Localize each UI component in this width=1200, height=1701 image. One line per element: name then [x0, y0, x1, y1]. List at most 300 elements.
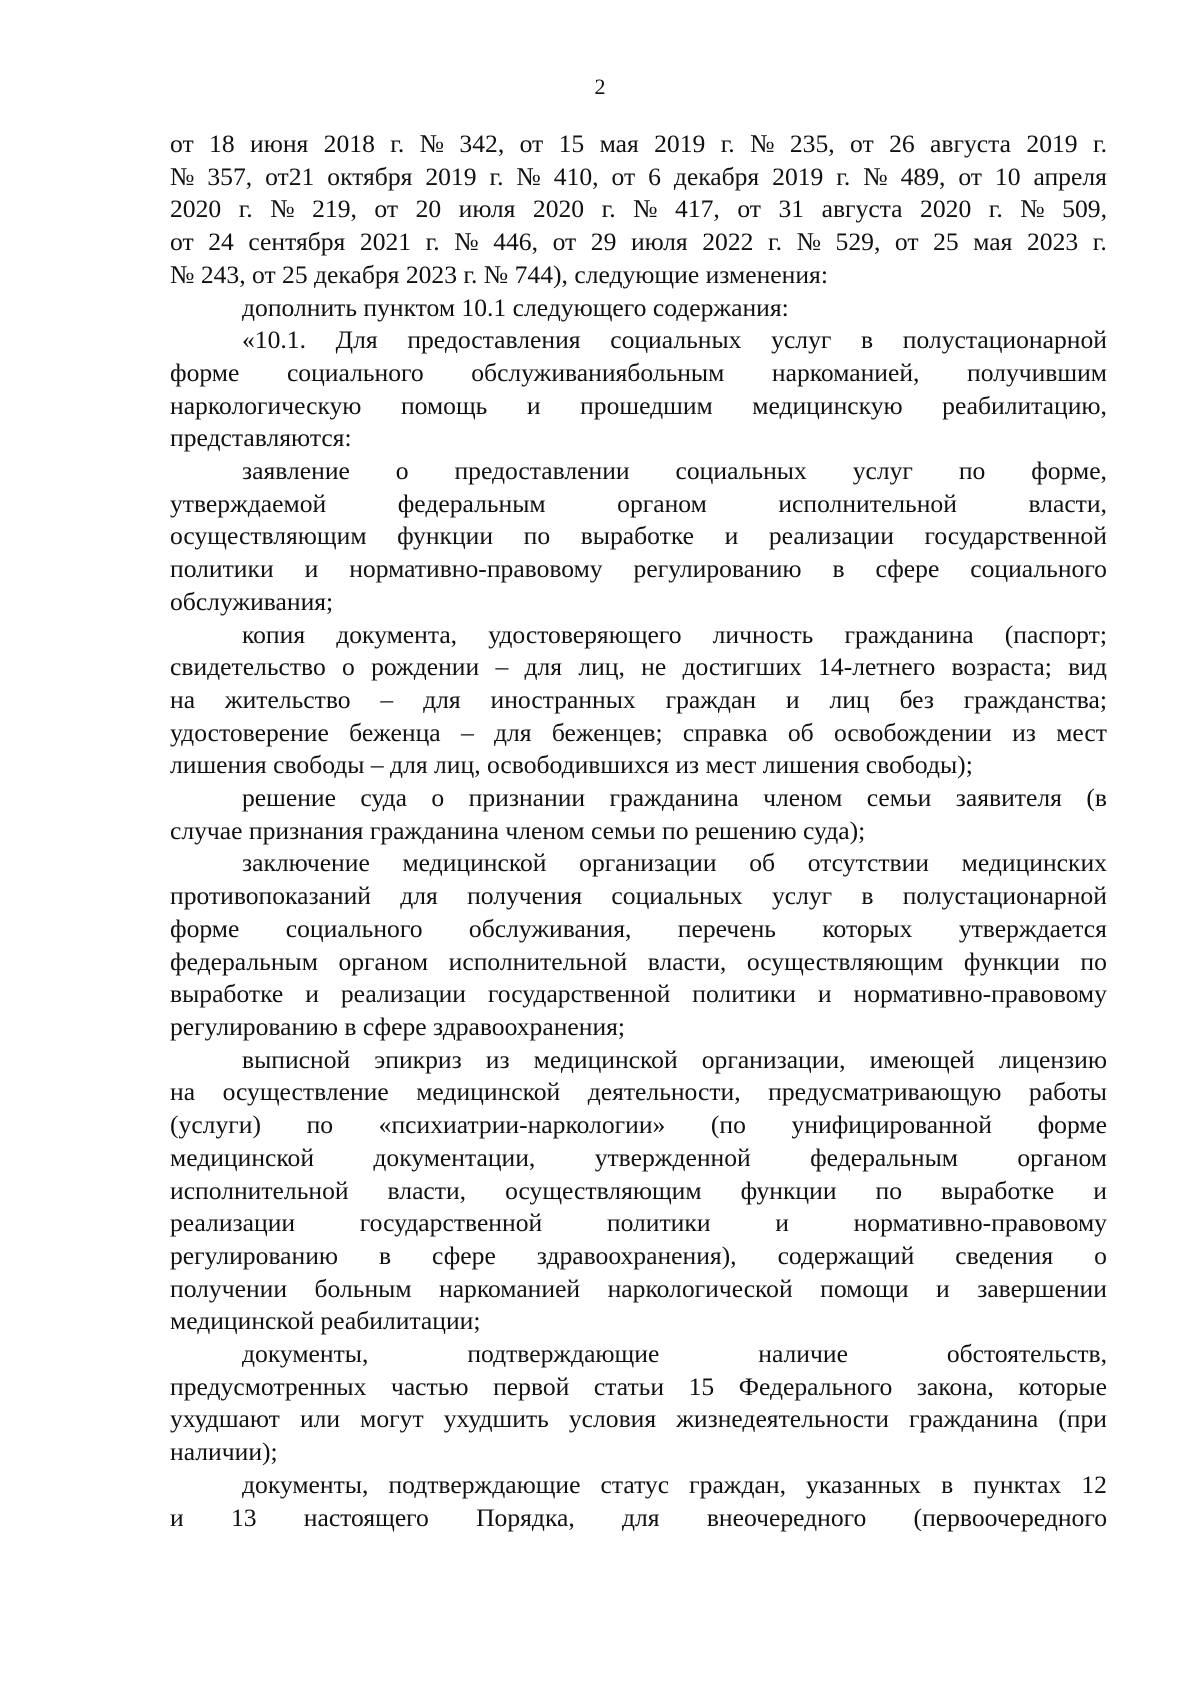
text-line — [170, 684, 1107, 717]
word: власти, — [387, 1175, 467, 1205]
word: ухудшают — [170, 1404, 280, 1434]
word: предусмотренных — [170, 1371, 367, 1401]
word: статьи — [593, 1371, 665, 1401]
word: 20 — [415, 194, 442, 224]
text-line — [170, 226, 1107, 259]
word: и — [170, 1502, 184, 1532]
text-line — [170, 1175, 1107, 1208]
word: лиц — [829, 684, 870, 714]
word: возраста; — [951, 652, 1052, 682]
text-line — [170, 913, 1107, 946]
word: документы, — [242, 1339, 369, 1369]
word: федеральным — [810, 1142, 958, 1172]
word: (при — [1058, 1404, 1107, 1434]
word: работы — [1028, 1077, 1107, 1107]
word: эпикриз — [374, 1044, 462, 1074]
word: документации, — [373, 1142, 536, 1172]
word: гражданства; — [963, 684, 1107, 714]
word: которых — [822, 913, 913, 943]
word: (первоочередного — [913, 1502, 1107, 1532]
word: услуг — [771, 881, 833, 911]
word: № — [170, 161, 195, 191]
word: об — [749, 848, 776, 878]
word: мая — [599, 129, 639, 158]
word: противопоказаний — [170, 881, 372, 911]
word: реализации — [170, 1208, 296, 1238]
word: государственной — [487, 979, 671, 1009]
word: заявление — [242, 456, 350, 486]
word: в — [861, 325, 874, 355]
word: семьи — [866, 783, 932, 813]
word: № — [516, 161, 541, 191]
word: форме, — [1031, 456, 1107, 486]
word: осуществляющим — [505, 1175, 702, 1205]
text-line — [170, 193, 1107, 226]
text-line: случае признания гражданина членом семьи по решению суда); — [170, 815, 866, 845]
text-line — [170, 946, 1107, 979]
word: лиц, — [578, 652, 625, 682]
word: медицинской — [416, 1077, 561, 1107]
word: помощи — [820, 1273, 909, 1303]
word: личность — [712, 619, 814, 649]
word: (в — [1086, 783, 1107, 813]
word: получившим — [967, 357, 1107, 387]
word: 529, — [835, 227, 881, 257]
word: из — [485, 1044, 510, 1074]
word: функции — [397, 521, 494, 551]
word: мая — [973, 227, 1013, 257]
word: в — [861, 881, 874, 911]
word: 2023 — [1027, 227, 1079, 257]
word: 2019 — [772, 161, 824, 191]
word: органом — [617, 488, 707, 518]
word: иностранных — [490, 684, 636, 714]
word: настоящего — [303, 1502, 429, 1532]
word: августа — [930, 129, 1012, 158]
word: достигших — [682, 652, 802, 682]
word: от — [552, 227, 577, 257]
word: услуг — [852, 456, 913, 486]
word: 24 — [208, 227, 234, 257]
word: № — [863, 161, 888, 191]
word: гражданина — [844, 619, 974, 649]
word: беженцев; — [551, 717, 663, 747]
word: выработке — [941, 1175, 1055, 1205]
word: 489, — [900, 161, 946, 191]
word: прошедшим — [580, 390, 713, 420]
word: регулированию — [633, 554, 802, 584]
word: для — [423, 684, 461, 714]
word: от — [170, 129, 194, 158]
word: содержащий — [777, 1240, 915, 1270]
word: июля — [630, 227, 688, 257]
word: граждан — [665, 684, 757, 714]
text-line: наличии); — [170, 1437, 278, 1467]
word: для — [622, 1502, 660, 1532]
text-line — [170, 1142, 1107, 1175]
text-line — [170, 1502, 1107, 1535]
word: здравоохранения), — [536, 1240, 737, 1270]
word: социальных — [610, 325, 742, 355]
word: обслуживаниябольным — [471, 357, 725, 387]
word: наркоманией — [439, 1273, 581, 1303]
word: утверждается — [958, 913, 1107, 943]
word: об — [787, 717, 814, 747]
word: 2020 — [920, 194, 972, 224]
word: Для — [335, 325, 378, 355]
word: Порядка, — [476, 1502, 575, 1532]
word: и — [305, 979, 319, 1009]
word: власти, — [1028, 488, 1107, 518]
word: получения — [467, 881, 583, 911]
word: федеральным — [397, 488, 546, 518]
word: и — [775, 1208, 789, 1238]
word: № — [454, 227, 479, 257]
word: закона, — [916, 1371, 994, 1401]
text-line — [170, 520, 1107, 553]
word: в — [832, 554, 845, 584]
word: документы, — [242, 1469, 369, 1499]
word: или — [299, 1404, 341, 1434]
word: и — [785, 684, 800, 714]
text-line — [170, 1403, 1107, 1436]
text-line — [170, 161, 1107, 194]
word: выписной — [242, 1044, 351, 1074]
word: 235, — [789, 129, 835, 158]
word: реализации — [340, 979, 466, 1009]
word: могут — [360, 1404, 424, 1434]
word: имеющей — [869, 1044, 975, 1074]
word: полустационарной — [902, 325, 1107, 355]
word: нормативно-правовому — [349, 554, 603, 584]
word: от21 — [265, 161, 315, 191]
text-line — [170, 782, 1107, 815]
word: подтверждающие — [467, 1339, 660, 1369]
text-line — [170, 128, 1107, 161]
text-line: лишения свободы – для лиц, освободившихся из мест лишения свободы); — [170, 750, 973, 780]
word: для — [400, 881, 438, 911]
word: 29 — [590, 227, 617, 257]
word: политики — [606, 1208, 711, 1238]
word: г. — [720, 129, 735, 158]
word: о — [431, 783, 445, 813]
word: сентября — [248, 227, 346, 257]
word: функции — [740, 1175, 837, 1205]
word: условия — [568, 1404, 657, 1434]
word: медицинской — [402, 848, 547, 878]
word: пунктах — [973, 1469, 1062, 1499]
word: 6 — [648, 161, 661, 191]
word: августа — [821, 194, 903, 224]
word: по — [306, 1110, 334, 1140]
word: 342, — [459, 129, 505, 158]
word: исполнительной — [778, 488, 957, 518]
word: от — [519, 129, 544, 158]
word: федеральным — [170, 946, 318, 976]
word: государственной — [359, 1208, 543, 1238]
word: о — [1094, 1240, 1107, 1270]
word: реабилитацию, — [942, 390, 1107, 420]
word: рождении — [371, 652, 480, 682]
word: власти, — [647, 946, 727, 976]
word: апреля — [1033, 161, 1107, 191]
word: которые — [1018, 1371, 1107, 1401]
word: (по — [710, 1110, 746, 1140]
word: форме — [170, 913, 240, 943]
word: от — [170, 227, 194, 257]
word: 2018 — [323, 129, 375, 158]
text-line — [170, 390, 1107, 423]
word: регулированию — [170, 1240, 339, 1270]
word: и — [724, 521, 739, 551]
text-line — [170, 1109, 1107, 1142]
word: ухудшить — [443, 1404, 549, 1434]
word: 446, — [493, 227, 538, 257]
word: органом — [338, 946, 429, 976]
word: перечень — [677, 913, 776, 943]
word: форме — [1037, 1110, 1107, 1140]
word: исполнительной — [448, 946, 628, 976]
text-line: № 243, от 25 декабря 2023 г. № 744), следующие изменения: — [170, 259, 828, 289]
word: – — [495, 652, 509, 682]
word: наркологическую — [170, 390, 362, 420]
word: услуг — [771, 325, 832, 355]
word: № — [1020, 194, 1045, 224]
word: гражданина — [609, 783, 739, 813]
word: № — [419, 129, 445, 158]
word: 2020 — [170, 194, 222, 224]
word: (услуги) — [170, 1110, 261, 1140]
word: от — [737, 194, 761, 224]
word: обслуживания, — [468, 913, 632, 943]
word: и — [526, 390, 541, 420]
text-line — [170, 1076, 1107, 1109]
text-line — [170, 1469, 1107, 1502]
word: г. — [836, 161, 851, 191]
word: организации, — [701, 1044, 846, 1074]
word: внеочередного — [706, 1502, 867, 1532]
word: на — [170, 1077, 196, 1107]
text-line — [170, 553, 1107, 586]
word: о — [395, 456, 409, 486]
word: лицензию — [998, 1044, 1107, 1074]
word: 2019 — [654, 129, 706, 158]
word: предоставлении — [454, 456, 630, 486]
word: – — [380, 684, 394, 714]
word: наркоманией, — [771, 357, 920, 387]
word: июня — [250, 129, 309, 158]
text-line — [170, 651, 1107, 684]
word: наркологической — [607, 1273, 793, 1303]
word: 417, — [675, 194, 720, 224]
word: жизнедеятельности — [676, 1404, 889, 1434]
word: полустационарной — [902, 881, 1107, 911]
word: реализации — [768, 521, 894, 551]
word: сфере — [875, 554, 940, 584]
word: функции — [963, 946, 1060, 976]
word: июля — [458, 194, 516, 224]
word: октября — [327, 161, 413, 191]
word: 219, — [312, 194, 357, 224]
word: утверждаемой — [170, 488, 327, 518]
word: мест — [1056, 717, 1107, 747]
word: частью — [390, 1371, 469, 1401]
word: г. — [238, 194, 253, 224]
word: 26 — [889, 129, 915, 158]
word: – — [460, 717, 474, 747]
word: граждан, — [689, 1469, 786, 1499]
word: утвержденной — [594, 1142, 751, 1172]
word: 357, — [207, 161, 253, 191]
word: для — [494, 717, 532, 747]
word: 15 — [688, 1371, 715, 1401]
word: вид — [1068, 652, 1107, 682]
word: медицинской — [533, 1044, 678, 1074]
word: и — [1093, 1175, 1107, 1205]
word: органом — [1017, 1142, 1107, 1172]
word: указанных — [806, 1469, 922, 1499]
word: осуществляющим — [170, 521, 367, 551]
word: 410, — [553, 161, 599, 191]
text-line — [170, 1338, 1107, 1371]
word: № — [270, 194, 295, 224]
word: гражданина — [909, 1404, 1039, 1434]
word: по — [875, 1175, 903, 1205]
word: осуществляющим — [746, 946, 944, 976]
word: освобождении — [833, 717, 992, 747]
text-line: регулированию в сфере здравоохранения; — [170, 1011, 626, 1041]
word: предоставления — [407, 325, 581, 355]
text-line — [170, 455, 1107, 488]
word: копия — [242, 619, 306, 649]
word: 2022 — [702, 227, 754, 257]
word: помощь — [400, 390, 488, 420]
word: государственной — [924, 521, 1107, 551]
word: первой — [493, 1371, 570, 1401]
word: деятельности, — [587, 1077, 741, 1107]
word: и — [936, 1273, 950, 1303]
word: 14-летнего — [818, 652, 936, 682]
word: 18 — [209, 129, 235, 158]
word: медицинскую — [752, 390, 903, 420]
word: 2021 — [359, 227, 412, 257]
word: получении — [170, 1273, 288, 1303]
word: № — [796, 227, 821, 257]
word: 25 — [933, 227, 959, 257]
word: Федерального — [738, 1371, 893, 1401]
word: от — [374, 194, 399, 224]
word: от — [611, 161, 636, 191]
word: социальных — [675, 456, 807, 486]
word: № — [633, 194, 658, 224]
document-body — [170, 128, 1107, 1534]
word: жительство — [224, 684, 351, 714]
word: медицинских — [961, 848, 1107, 878]
word: статус — [600, 1469, 670, 1499]
word: беженца — [349, 717, 441, 747]
word: г. — [390, 129, 405, 158]
word: декабря — [673, 161, 760, 191]
word: «психиатрии-наркологии» — [378, 1110, 666, 1140]
word: заключение — [242, 848, 370, 878]
word: 13 — [230, 1502, 257, 1532]
word: осуществление — [222, 1077, 389, 1107]
text-line — [170, 1044, 1107, 1077]
text-line — [170, 880, 1107, 913]
word: 2019 — [425, 161, 477, 191]
word: членом — [763, 783, 843, 813]
text-line — [170, 357, 1107, 390]
word: (паспорт; — [1004, 619, 1107, 649]
word: документа, — [336, 619, 458, 649]
word: отсутствии — [807, 848, 929, 878]
word: от — [894, 227, 919, 257]
word: г. — [425, 227, 440, 257]
word: в — [941, 1469, 954, 1499]
word: суда — [360, 783, 407, 813]
word: 509, — [1062, 194, 1107, 224]
text-line: дополнить пунктом 10.1 следующего содержания: — [242, 292, 789, 322]
word: и — [817, 979, 832, 1009]
word: решение — [242, 783, 336, 813]
word: 2020 — [532, 194, 585, 224]
word: наличие — [758, 1339, 848, 1369]
word: организации — [579, 848, 717, 878]
text-line — [170, 1273, 1107, 1306]
word: выработке — [580, 521, 694, 551]
word: 15 — [558, 129, 585, 158]
word: без — [899, 684, 934, 714]
page-number: 2 — [594, 74, 606, 99]
word: г. — [767, 227, 782, 257]
word: социального — [285, 913, 423, 943]
word: г. — [489, 161, 504, 191]
word: 10 — [994, 161, 1021, 191]
text-line: представляются: — [170, 423, 352, 453]
word: нормативно-правовому — [853, 979, 1107, 1009]
word: медицинской — [170, 1142, 315, 1172]
word: от — [958, 161, 982, 191]
word: г. — [601, 194, 616, 224]
text-line — [170, 1240, 1107, 1273]
word: по — [958, 456, 986, 486]
word: из — [1012, 717, 1036, 747]
text-line — [170, 1371, 1107, 1404]
word: выработке — [170, 979, 284, 1009]
word: г. — [988, 194, 1003, 224]
text-line: обслуживания; — [170, 586, 334, 616]
word: не — [641, 652, 667, 682]
text-line: медицинской реабилитации; — [170, 1306, 481, 1336]
word: «10.1. — [242, 325, 306, 355]
word: нормативно-правовому — [853, 1208, 1107, 1238]
word: обстоятельств, — [946, 1339, 1107, 1369]
word: в — [378, 1240, 392, 1270]
text-line — [170, 978, 1107, 1011]
word: № — [750, 129, 775, 158]
word: социального — [970, 554, 1107, 584]
word: подтверждающие — [388, 1469, 581, 1499]
word: завершении — [977, 1273, 1107, 1303]
word: свидетельство — [170, 652, 326, 682]
word: г. — [1092, 227, 1107, 257]
word: о — [342, 652, 355, 682]
text-line — [170, 717, 1107, 750]
word: политики — [692, 979, 796, 1009]
word: унифицированной — [791, 1110, 992, 1140]
word: 2019 — [1026, 129, 1078, 158]
word: справка — [682, 717, 768, 747]
